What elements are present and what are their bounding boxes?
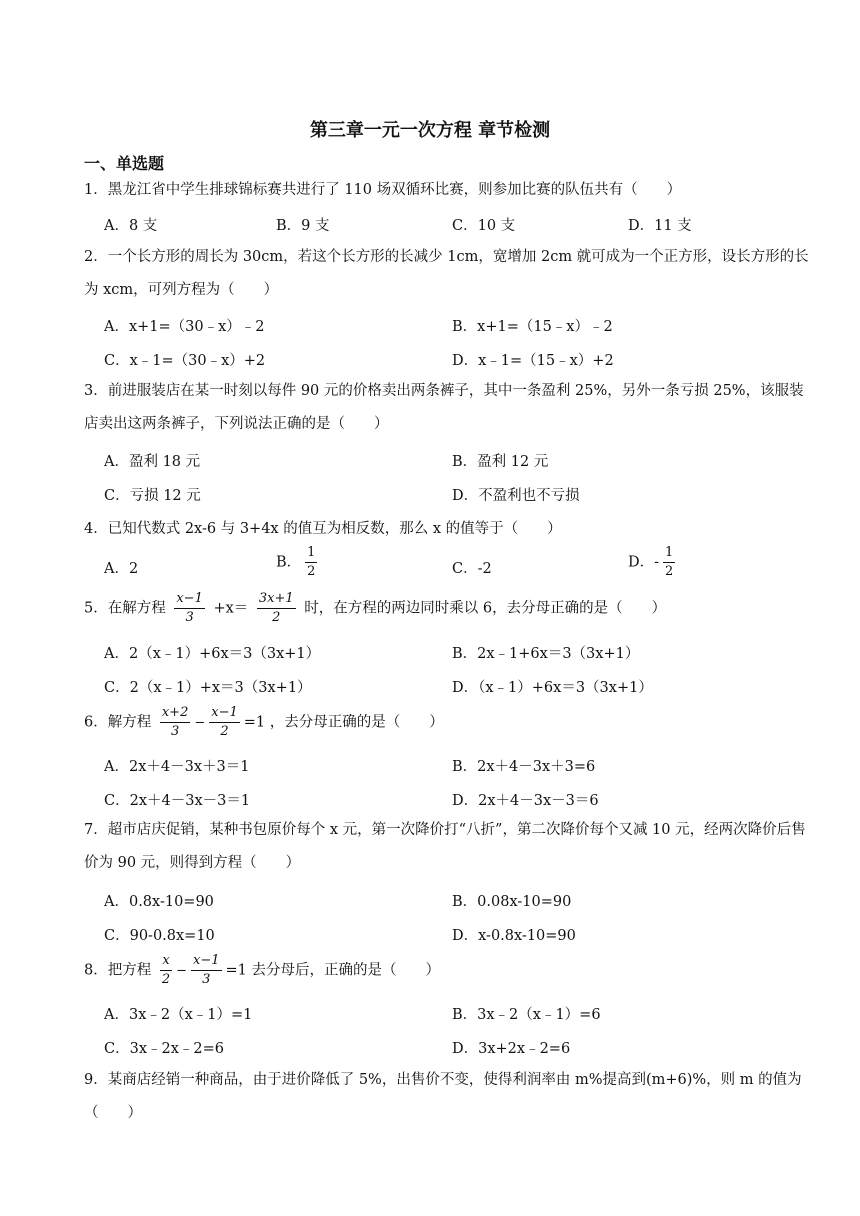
q8-option-c: C．3x﹣2x﹣2=6 bbox=[104, 1041, 224, 1057]
question-2-stem: 2．一个长方形的周长为 30cm，若这个长方形的长减少 1cm，宽增加 2cm 就可成为一个正方形，设长方形的长为 xcm，可列方程为（ ） bbox=[84, 249, 809, 298]
question-5-stem: 5．在解方程 $\frac{x-1}{3}$ +x＝ $\frac{3x+1}{2}$ 时，在方程的两边同时乘以 6，去分母正确的是（ ） bbox=[84, 591, 667, 625]
fraction: $\frac{x-1}{3}$ bbox=[176, 591, 203, 625]
fraction: $\frac{x-1}{2}$ bbox=[211, 705, 238, 739]
q8-option-b: B．3x﹣2（x﹣1）=6 bbox=[452, 1007, 601, 1023]
fraction: $\frac{x-1}{3}$ bbox=[193, 953, 220, 987]
fraction: $\frac{x}{2}$ bbox=[161, 953, 171, 987]
q2-option-c: C．x﹣1=（30﹣x）+2 bbox=[104, 353, 266, 369]
q5-option-b: B．2x﹣1+6x＝3（3x+1） bbox=[452, 646, 640, 662]
question-7-stem: 7．超市店庆促销，某种书包原价每个 x 元，第一次降价打“八折”，第二次降价每个又减 10 元，经两次降价后售价为 90 元，则得到方程（ ） bbox=[84, 822, 806, 871]
q3-option-d: D．不盈利也不亏损 bbox=[452, 488, 580, 504]
q6-option-b: B．2x＋4－3x＋3=6 bbox=[452, 759, 596, 775]
question-8-stem: 8．把方程 $\frac{x}{2}$ − $\frac{x-1}{3}$ =1 去分母后，正确的是（ ） bbox=[84, 953, 441, 987]
q4-option-d: D．- $\frac{1}{2}$ bbox=[628, 545, 674, 579]
q7-option-c: C．90-0.8x=10 bbox=[104, 928, 215, 944]
q7-option-a: A．0.8x-10=90 bbox=[104, 894, 214, 910]
page-title: 第三章一元一次方程 章节检测 bbox=[309, 120, 551, 141]
q4-option-a: A．2 bbox=[104, 561, 139, 577]
q8-option-a: A．3x﹣2（x﹣1）=1 bbox=[104, 1007, 253, 1023]
q7-option-b: B．0.08x-10=90 bbox=[452, 894, 572, 910]
q5-option-d: D．（x﹣1）+6x＝3（3x+1） bbox=[452, 680, 653, 696]
q3-option-b: B．盈利 12 元 bbox=[452, 454, 549, 470]
question-1-stem: 1．黑龙江省中学生排球锦标赛共进行了 110 场双循环比赛，则参加比赛的队伍共有（ ） bbox=[84, 182, 682, 198]
q5-option-a: A．2（x﹣1）+6x＝3（3x+1） bbox=[104, 646, 321, 662]
question-3-stem: 3．前进服装店在某一时刻以每件 90 元的价格卖出两条裤子，其中一条盈利 25%，另外一条亏损 25%，该服装店卖出这两条裤子，下列说法正确的是（ ） bbox=[84, 383, 804, 432]
question-4-stem: 4．已知代数式 2x-6 与 3+4x 的值互为相反数，那么 x 的值等于（ ） bbox=[84, 521, 562, 537]
question-9-stem: 9．某商店经销一种商品，由于进价降低了 5%，出售价不变，使得利润率由 m%提高到(m+6)%，则 m 的值为（ ） bbox=[84, 1072, 802, 1121]
q6-option-d: D．2x＋4－3x－3＝6 bbox=[452, 793, 599, 809]
q1-option-c: C．10 支 bbox=[452, 218, 516, 234]
q6-option-c: C．2x＋4－3x－3＝1 bbox=[104, 793, 251, 809]
q2-option-d: D．x﹣1=（15﹣x）+2 bbox=[452, 353, 614, 369]
q4-option-c: C．-2 bbox=[452, 561, 492, 577]
q3-option-c: C．亏损 12 元 bbox=[104, 488, 201, 504]
question-6-stem: 6．解方程 $\frac{x+2}{3}$ − $\frac{x-1}{2}$ =1 ，去分母正确的是（ ） bbox=[84, 705, 444, 739]
q1-option-b: B．9 支 bbox=[276, 218, 330, 234]
q7-option-d: D．x-0.8x-10=90 bbox=[452, 928, 576, 944]
section-heading: 一、单选题 bbox=[84, 154, 165, 173]
q2-option-b: B．x+1=（15﹣x）﹣2 bbox=[452, 319, 613, 335]
q6-option-a: A．2x＋4－3x＋3＝1 bbox=[104, 759, 250, 775]
q5-option-c: C．2（x﹣1）+x＝3（3x+1） bbox=[104, 680, 312, 696]
fraction: $\frac{x+2}{3}$ bbox=[161, 705, 189, 739]
q1-option-a: A．8 支 bbox=[104, 218, 158, 234]
q4-option-b: B． $\frac{1}{2}$ bbox=[276, 545, 316, 579]
q8-option-d: D．3x+2x﹣2=6 bbox=[452, 1041, 571, 1057]
q1-option-d: D．11 支 bbox=[628, 218, 692, 234]
fraction: $\frac{3x+1}{2}$ bbox=[258, 591, 294, 625]
q3-option-a: A．盈利 18 元 bbox=[104, 454, 201, 470]
q2-option-a: A．x+1=（30﹣x）﹣2 bbox=[104, 319, 265, 335]
